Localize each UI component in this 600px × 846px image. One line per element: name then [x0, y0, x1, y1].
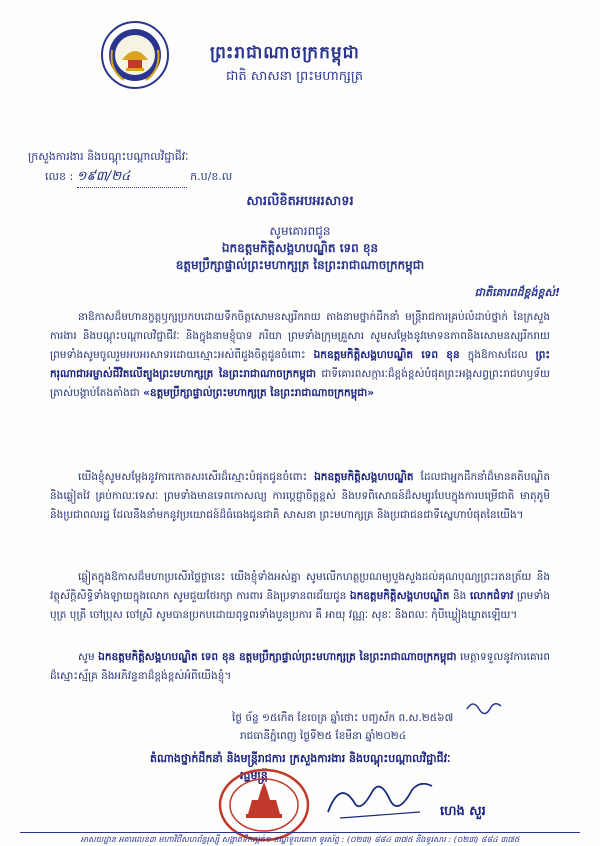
- ministry-name: ក្រសួងការងារ និងបណ្តុះបណ្តាលវិជ្ជាជីវៈ: [28, 150, 189, 163]
- signature-icon: [320, 772, 440, 832]
- ref-suffix: ក.ប/ខ.ល: [190, 170, 233, 183]
- recipient-title: ឧត្តមប្រឹក្សាផ្ទាល់ព្រះមហាក្សត្រ នៃព្រះរាជាណាចក្រកម្ពុជា: [175, 258, 425, 272]
- p3-text-a: ឆ្លៀតក្នុងឱកាសដ៏មហាប្រសើរថ្លៃថ្លានេះ យើងខ្ញុំទាំងអស់គ្នា សូមលើកហត្ថប្រណម្យបួងសួងដល់គុណបុណ្យព្រះរតនត្រ័យ និងវត្ថុស័ក្តិសិទ្ធិទាំងឡាយក្នុងលោក សូមជួយថែរក្សា ការពារ និងប្រទានពរជ័យជូន: [50, 571, 550, 602]
- recipient-name: ឯកឧត្តមកិត្តិសង្គហបណ្ឌិត ទេព ខុន: [221, 241, 379, 255]
- signer-name: ហេង សួរ: [440, 804, 486, 819]
- p1-text-c: ក្នុងឱកាសដែល: [467, 349, 528, 361]
- p1-text-a: នាឱកាសដ៏មហានក្ខត្តឫក្សប្រកបដោយទឹកចិត្តសោមនស្សរីករាយ តាងនាមថ្នាក់ដឹកនាំ មន្ត្រីរាជការគ្រប់លំដាប់ថ្នាក់ នៃក្រសួងការងារ និងបណ្តុះបណ្តាលវិជ្ជាជីវៈ និងក្នុងនាមខ្ញុំបាទ ភរិយា ព្រមទាំងក្រុមគ្រួសារ សូមសម្តែងនូវមោទនភាពនិងសោមនស្សរីករាយ ព្រមទាំងសូមចូលរួមអបអរសាទរដោយស្មោះអស់ពីដួងចិត្តជូនចំពោះ: [50, 311, 550, 361]
- footer-divider: [20, 832, 580, 833]
- p2-recipient: ឯកឧត្តមកិត្តិសង្គហបណ្ឌិត: [314, 471, 414, 483]
- p4-text-c: មេត្តាទទួលនូវការគោរពដ៏ស្មោះស្ម័គ្រ និងអភិវន្ទនាដ៏ខ្ពង់ខ្ពស់អំពីយើងខ្ញុំ។: [50, 651, 550, 682]
- p2-text-a: យើងខ្ញុំសូមសម្តែងនូវការកោតសរសើរដ៏ស្មោះបំផុតជូនចំពោះ: [78, 471, 308, 483]
- salutation: សូមគោរពជូន: [269, 224, 331, 238]
- kingdom-heading: ព្រះរាជាណាចក្រកម្ពុជា: [210, 43, 360, 63]
- p3-recipient: ឯកឧត្តមកិត្តិសង្គហបណ្ឌិត: [349, 590, 450, 602]
- p4-text-a: សូម: [78, 651, 95, 663]
- ref-label: លេខ :: [45, 170, 74, 183]
- official-seal-icon: [218, 768, 310, 842]
- p3-spouse: លោកជំទាវ: [469, 590, 514, 602]
- p1-recipient: ឯកឧត្តមកិត្តិសង្គហបណ្ឌិត ទេព ខុន: [313, 349, 460, 361]
- initials-mark-icon: [465, 697, 505, 715]
- p2-text-c: ដែលជាអ្នកដឹកនាំដ៏មានគតិបណ្ឌិត និងឆ្លៀតវៃ គ្រប់កាលៈទេសៈ ព្រមទាំងមានទេពកោសល្យ ការប្តេជ្ញាចិត្តខ្ពស់ និងបទពិសោធន៍ដ៏សម្បូរបែបក្នុងការបម្រើជាតិ មាតុភូមិ និងប្រជាពលរដ្ឋ ដែលនឹងនាំមកនូវប្រយោជន៍ដ៏ធំធេងជូនជាតិ សាសនា ព្រះមហាក្សត្រ និងប្រជាជនជាទីស្នេហាបំផុតនៃយើង។: [50, 471, 550, 521]
- p1-text-e: ជាទីគោរពសក្ការៈដ៏ខ្ពង់ខ្ពស់បំផុតព្រះអង្គសព្វព្រះរាជហឫទ័យ ត្រាស់បង្គាប់តែងតាំងជា: [50, 368, 551, 399]
- p1-king: ព្រះករុណាជាអម្ចាស់ជីវិតលើត្បូងព្រះមហាក្សត្រ នៃព្រះរាជាណាចក្រកម្ពុជា: [50, 349, 550, 380]
- national-motto: ជាតិ សាសនា ព្រះមហាក្សត្រ: [226, 69, 363, 84]
- reference-line: [45, 168, 232, 188]
- signatory-title: តំណាងថ្នាក់ដឹកនាំ និងមន្ត្រីរាជការ ក្រសួងការងារ និងបណ្តុះបណ្តាលវិជ្ជាជីវៈ: [150, 752, 451, 765]
- p1-appointment: «ឧត្តមប្រឹក្សាផ្ទាល់ព្រះមហាក្សត្រ នៃព្រះរាជាណាចក្រកម្ពុជា»: [143, 387, 375, 399]
- signatory-role: រដ្ឋមន្ត្រី: [240, 769, 268, 782]
- p3-text-c: និង: [453, 590, 467, 602]
- ref-number: ១៩៣/២៤: [76, 169, 131, 184]
- letter-title: សារលិខិតអបអរសាទរ: [246, 194, 354, 209]
- paragraph-4: [50, 648, 550, 686]
- paragraph-2: [50, 468, 550, 525]
- paragraph-1: [50, 308, 550, 403]
- footer-address: អាសយដ្ឋាន អគារលេខ៣ មហាវិថីសហព័ន្ធរុស្ស៊ី សង្កាត់ទឹកល្អក់១ ខណ្ឌទួលគោក ទូរស័ព្ទ : (០២៣) ៨៨៤ ៣៧៥ និងទូរសារ : (០២៣) ៨៨៤ ៣៧៥: [80, 835, 520, 844]
- p3-text-e: ព្រមទាំងបុត្រ បុត្រី ចៅប្រុស ចៅស្រី សូមបានប្រកបដោយពុទ្ធពរទាំងបួនប្រការ គឺ អាយុ វណ្ណៈ សុខៈ និងពលៈ កុំបីឃ្លៀងឃ្លាតឡើយ។: [50, 590, 551, 621]
- lunar-date: ថ្ងៃ ច័ន្ទ ១៥កើត ខែចេត្រ ឆ្នាំថោះ បញ្ចស័ក ព.ស.២៥៦៧: [232, 712, 454, 724]
- greeting: ជាតិគោរពដ៏ខ្ពង់ខ្ពស់!: [474, 286, 560, 299]
- ministry-emblem-icon: [100, 20, 170, 90]
- paragraph-3: [50, 568, 550, 625]
- solar-date: រាជធានីភ្នំពេញ ថ្ងៃទី២៥ ខែមីនា ឆ្នាំ២០២៤: [240, 730, 407, 742]
- p4-recipient: ឯកឧត្តមកិត្តិសង្គហបណ្ឌិត ទេព ខុន ឧត្តមប្រឹក្សាផ្ទាល់ព្រះមហាក្សត្រ នៃព្រះរាជាណាចក្រកម្ពុជា: [98, 651, 457, 663]
